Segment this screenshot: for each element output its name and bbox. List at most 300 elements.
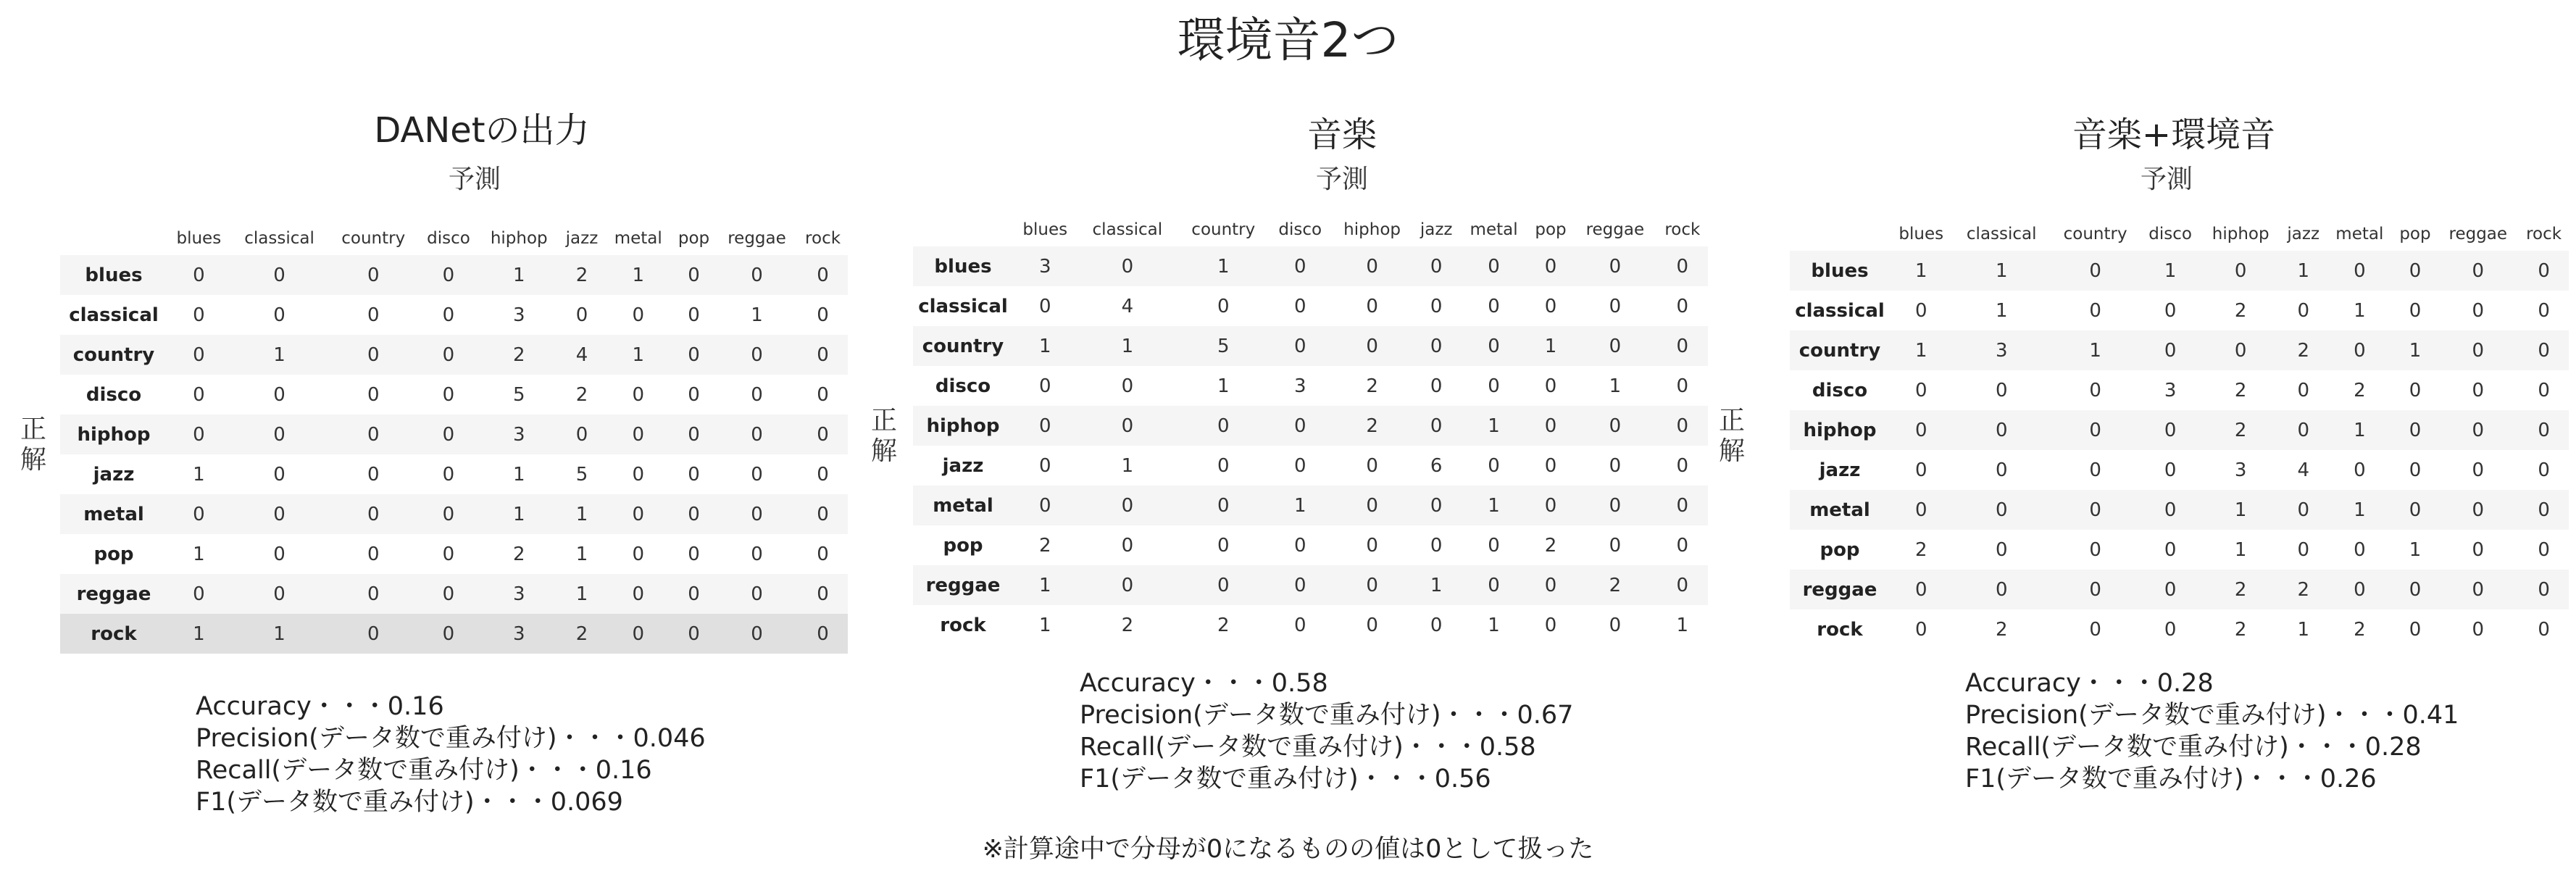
matrix-cell: 1 [632,264,644,286]
matrix-cell: 0 [2297,379,2310,401]
table-row [1790,291,2569,330]
row-header-disco: disco [1812,379,1868,401]
matrix-cell: 1 [2354,419,2366,441]
matrix-cell: 0 [1217,534,1230,557]
row-header-country: country [922,335,1004,357]
matrix-cell: 0 [1430,415,1443,437]
matrix-cell: 1 [575,503,588,525]
matrix-cell: 0 [2297,419,2310,441]
matrix-cell: 0 [575,304,588,326]
matrix-cell: 0 [1914,459,1927,481]
matrix-cell: 0 [1609,454,1622,477]
matrix-cell: 0 [193,383,205,406]
prediction-axis-label: 予測 [1315,165,1368,194]
matrix-cell: 2 [2297,339,2310,362]
matrix-cell: 3 [1293,375,1306,397]
matrix-cell: 2 [1544,534,1557,557]
table-row [60,255,848,295]
matrix-cell: 3 [2164,379,2177,401]
matrix-cell: 2 [1995,618,2008,641]
column-header-disco: disco [1278,220,1322,239]
table-corner [913,213,1013,246]
table-row [1790,609,2569,649]
row-header-hiphop: hiphop [77,423,151,446]
matrix-cell: 0 [1430,335,1443,357]
matrix-cell: 1 [1488,415,1500,437]
matrix-cell: 0 [1914,499,1927,521]
matrix-cell: 0 [751,463,763,486]
matrix-cell: 0 [2538,538,2550,561]
matrix-cell: 1 [1038,574,1051,596]
table-row [913,525,1708,565]
matrix-cell: 0 [2089,419,2101,441]
matrix-cell: 0 [1430,375,1443,397]
row-header-hiphop: hiphop [1803,419,1877,441]
matrix-cell: 0 [1609,295,1622,317]
matrix-cell: 5 [575,463,588,486]
matrix-cell: 0 [2409,459,2422,481]
matrix-cell: 0 [1366,614,1378,636]
matrix-cell: 3 [512,622,525,645]
matrix-cell: 0 [751,423,763,446]
matrix-cell: 0 [632,423,644,446]
matrix-cell: 0 [273,423,285,446]
matrix-cell: 0 [817,264,829,286]
matrix-cell: 1 [1914,339,1927,362]
matrix-cell: 1 [512,463,525,486]
table-row [913,326,1708,366]
matrix-cell: 2 [2354,379,2366,401]
matrix-cell: 0 [751,503,763,525]
matrix-cell: 0 [2164,499,2177,521]
matrix-cell: 0 [367,304,380,326]
matrix-cell: 2 [1366,415,1378,437]
row-header-reggae: reggae [76,583,151,605]
matrix-cell: 6 [1430,454,1443,477]
matrix-cell: 0 [367,503,380,525]
matrix-cell: 0 [1676,494,1689,517]
table-row [60,335,848,375]
row-header-metal: metal [933,494,993,517]
column-header-pop: pop [2399,225,2431,243]
table-row [1790,490,2569,530]
matrix-cell: 0 [442,463,455,486]
matrix-cell: 0 [632,383,644,406]
matrix-cell: 0 [632,463,644,486]
matrix-cell: 0 [1995,379,2008,401]
panel-title-music: 音楽 [1306,114,1377,155]
column-header-metal: metal [2335,225,2384,243]
matrix-cell: 0 [1676,295,1689,317]
column-header-reggae: reggae [728,229,786,248]
matrix-cell: 0 [1609,415,1622,437]
matrix-cell: 0 [273,583,285,605]
matrix-cell: 0 [1430,295,1443,317]
metric-f1: F1(データ数で重み付け)・・・0.26 [1965,765,2377,794]
table-row [60,534,848,574]
matrix-cell: 0 [2472,459,2485,481]
matrix-cell: 0 [442,304,455,326]
matrix-cell: 0 [1995,578,2008,601]
matrix-cell: 0 [367,343,380,366]
row-header-classical: classical [69,304,159,326]
matrix-cell: 1 [2234,499,2247,521]
matrix-cell: 0 [1609,614,1622,636]
matrix-cell: 0 [1293,255,1306,278]
matrix-cell: 2 [1366,375,1378,397]
column-header-disco: disco [427,229,470,248]
matrix-cell: 0 [193,423,205,446]
matrix-cell: 0 [817,503,829,525]
row-header-classical: classical [1795,299,1885,322]
column-header-hiphop: hiphop [490,229,548,248]
matrix-cell: 0 [2164,618,2177,641]
column-header-metal: metal [614,229,662,248]
matrix-cell: 1 [2297,618,2310,641]
metric-f1: F1(データ数で重み付け)・・・0.069 [196,788,623,817]
matrix-cell: 0 [1914,379,1927,401]
column-header-country: country [341,229,406,248]
matrix-cell: 2 [512,343,525,366]
column-header-blues: blues [1022,220,1068,239]
matrix-cell: 0 [1293,574,1306,596]
matrix-cell: 0 [2164,578,2177,601]
matrix-cell: 1 [273,622,285,645]
matrix-cell: 0 [273,463,285,486]
matrix-cell: 0 [2538,419,2550,441]
row-header-metal: metal [83,503,144,525]
column-header-jazz: jazz [1420,220,1453,239]
matrix-cell: 0 [1544,295,1557,317]
matrix-cell: 1 [1995,259,2008,282]
matrix-cell: 1 [632,343,644,366]
row-header-country: country [72,343,155,366]
matrix-cell: 0 [1366,255,1378,278]
confusion-matrix-music [913,213,1708,645]
matrix-cell: 0 [1366,534,1378,557]
matrix-cell: 0 [817,622,829,645]
matrix-cell: 0 [1488,574,1500,596]
metrics-music-env [1965,667,2459,795]
column-header-hiphop: hiphop [1343,220,1401,239]
matrix-cell: 0 [575,423,588,446]
matrix-cell: 0 [1609,335,1622,357]
column-header-disco: disco [2148,225,2192,243]
matrix-cell: 0 [2164,339,2177,362]
metric-recall: Recall(データ数で重み付け)・・・0.58 [1080,733,1536,762]
matrix-cell: 0 [2089,538,2101,561]
matrix-cell: 0 [2164,538,2177,561]
matrix-cell: 0 [1544,454,1557,477]
matrix-cell: 0 [2538,379,2550,401]
matrix-cell: 1 [1995,299,2008,322]
row-header-rock: rock [940,614,986,636]
matrix-cell: 1 [2409,339,2422,362]
matrix-cell: 0 [2234,259,2247,282]
matrix-cell: 2 [1121,614,1134,636]
matrix-cell: 1 [1038,335,1051,357]
row-header-reggae: reggae [1802,578,1877,601]
table-row [1790,330,2569,370]
matrix-cell: 0 [442,622,455,645]
matrix-cell: 0 [1676,335,1689,357]
matrix-cell: 5 [1217,335,1230,357]
table-row [1790,410,2569,450]
matrix-cell: 0 [688,543,700,565]
matrix-cell: 0 [1488,534,1500,557]
matrix-cell: 0 [193,304,205,326]
matrix-cell: 1 [1609,375,1622,397]
matrix-cell: 0 [442,383,455,406]
column-header-rock: rock [805,229,841,248]
matrix-cell: 0 [442,503,455,525]
matrix-cell: 0 [688,383,700,406]
matrix-cell: 1 [1430,574,1443,596]
matrix-cell: 0 [2472,618,2485,641]
column-header-classical: classical [1092,220,1163,239]
matrix-cell: 1 [1488,494,1500,517]
matrix-cell: 0 [1914,419,1927,441]
row-header-reggae: reggae [925,574,1001,596]
matrix-cell: 0 [632,304,644,326]
matrix-cell: 0 [1544,574,1557,596]
matrix-cell: 0 [367,463,380,486]
table-row [913,605,1708,645]
metric-accuracy: Accuracy・・・0.16 [196,692,444,721]
matrix-cell: 0 [367,543,380,565]
matrix-cell: 0 [1121,534,1134,557]
matrix-cell: 1 [2089,339,2101,362]
matrix-cell: 0 [1293,295,1306,317]
matrix-cell: 0 [442,264,455,286]
matrix-cell: 0 [2164,459,2177,481]
matrix-cell: 1 [2354,499,2366,521]
matrix-cell: 0 [1995,419,2008,441]
matrix-cell: 0 [2538,299,2550,322]
table-row [913,366,1708,406]
matrix-cell: 0 [367,583,380,605]
metric-precision: Precision(データ数で重み付け)・・・0.41 [1965,701,2459,730]
matrix-cell: 0 [1430,494,1443,517]
matrix-cell: 0 [751,383,763,406]
matrix-cell: 0 [688,343,700,366]
matrix-cell: 2 [1609,574,1622,596]
matrix-cell: 0 [193,343,205,366]
matrix-cell: 0 [2089,618,2101,641]
matrix-cell: 4 [575,343,588,366]
matrix-cell: 0 [2409,259,2422,282]
matrix-cell: 0 [1038,415,1051,437]
matrix-cell: 0 [688,264,700,286]
column-header-pop: pop [1535,220,1567,239]
matrix-cell: 2 [2234,419,2247,441]
matrix-cell: 0 [193,264,205,286]
matrix-cell: 0 [2538,578,2550,601]
matrix-cell: 0 [1366,335,1378,357]
confusion-matrix-music-env [1790,217,2569,649]
matrix-cell: 0 [1038,295,1051,317]
table-row [913,406,1708,446]
panel-title-danet: DANetの出力 [374,110,590,151]
matrix-cell: 0 [1676,415,1689,437]
matrix-cell: 0 [1544,494,1557,517]
matrix-cell: 3 [2234,459,2247,481]
matrix-cell: 0 [2354,259,2366,282]
matrix-cell: 0 [1544,614,1557,636]
column-header-country: country [2063,225,2127,243]
matrix-cell: 0 [273,503,285,525]
matrix-cell: 0 [817,583,829,605]
matrix-cell: 0 [1293,335,1306,357]
matrix-cell: 2 [2234,578,2247,601]
matrix-cell: 0 [751,583,763,605]
matrix-cell: 0 [2409,379,2422,401]
matrix-cell: 0 [442,343,455,366]
matrix-cell: 0 [273,383,285,406]
matrix-cell: 0 [1293,534,1306,557]
row-header-jazz: jazz [93,463,135,486]
matrix-cell: 0 [367,622,380,645]
metric-recall: Recall(データ数で重み付け)・・・0.16 [196,756,652,785]
matrix-cell: 4 [1121,295,1134,317]
matrix-cell: 0 [1676,375,1689,397]
table-row [1790,370,2569,410]
matrix-cell: 0 [1914,299,1927,322]
matrix-cell: 0 [751,543,763,565]
row-header-blues: blues [934,255,992,278]
matrix-cell: 5 [512,383,525,406]
column-header-hiphop: hiphop [2212,225,2269,243]
matrix-cell: 1 [512,503,525,525]
matrix-cell: 0 [2164,299,2177,322]
matrix-cell: 2 [2234,299,2247,322]
matrix-cell: 1 [1217,255,1230,278]
matrix-cell: 3 [1995,339,2008,362]
column-header-rock: rock [2526,225,2562,243]
row-header-rock: rock [91,622,137,645]
matrix-cell: 0 [2354,459,2366,481]
matrix-cell: 2 [1914,538,1927,561]
matrix-cell: 0 [1217,295,1230,317]
matrix-cell: 0 [1995,499,2008,521]
matrix-cell: 0 [817,304,829,326]
table-row [60,494,848,534]
matrix-cell: 0 [2354,339,2366,362]
matrix-cell: 0 [1430,255,1443,278]
matrix-cell: 0 [1676,255,1689,278]
column-header-pop: pop [678,229,710,248]
matrix-cell: 0 [2472,499,2485,521]
matrix-cell: 0 [2538,459,2550,481]
matrix-cell: 0 [2297,538,2310,561]
metrics-danet [196,691,706,818]
matrix-cell: 2 [2234,379,2247,401]
matrix-cell: 0 [2409,419,2422,441]
metric-accuracy: Accuracy・・・0.58 [1080,669,1328,698]
matrix-cell: 0 [367,264,380,286]
matrix-cell: 0 [2472,299,2485,322]
matrix-cell: 0 [632,622,644,645]
matrix-cell: 0 [1121,375,1134,397]
matrix-cell: 0 [2089,459,2101,481]
matrix-cell: 0 [273,543,285,565]
matrix-cell: 0 [367,383,380,406]
matrix-cell: 0 [688,583,700,605]
matrix-cell: 0 [1609,494,1622,517]
matrix-cell: 3 [1038,255,1051,278]
matrix-cell: 0 [1038,375,1051,397]
matrix-cell: 0 [1544,415,1557,437]
column-header-blues: blues [1898,225,1944,243]
matrix-cell: 1 [2354,299,2366,322]
matrix-cell: 0 [193,583,205,605]
matrix-cell: 2 [1038,534,1051,557]
matrix-cell: 0 [2538,259,2550,282]
matrix-cell: 2 [2234,618,2247,641]
table-row [1790,450,2569,490]
column-header-country: country [1191,220,1256,239]
matrix-cell: 1 [1217,375,1230,397]
matrix-cell: 0 [1430,614,1443,636]
matrix-cell: 0 [2164,419,2177,441]
matrix-cell: 1 [575,543,588,565]
column-header-reggae: reggae [2448,225,2508,243]
matrix-cell: 1 [575,583,588,605]
matrix-cell: 0 [817,383,829,406]
matrix-cell: 1 [193,463,205,486]
matrix-cell: 3 [512,304,525,326]
matrix-cell: 0 [2472,259,2485,282]
matrix-cell: 0 [2089,379,2101,401]
row-header-jazz: jazz [1819,459,1861,481]
matrix-cell: 0 [2089,578,2101,601]
column-header-classical: classical [1966,225,2037,243]
matrix-cell: 0 [1366,295,1378,317]
prediction-axis-label: 予測 [2140,165,2193,194]
matrix-cell: 0 [273,304,285,326]
row-header-classical: classical [918,295,1008,317]
matrix-cell: 0 [2354,538,2366,561]
column-header-classical: classical [244,229,314,248]
matrix-cell: 0 [2472,339,2485,362]
matrix-cell: 0 [1488,295,1500,317]
matrix-cell: 0 [817,463,829,486]
table-row [913,286,1708,326]
matrix-cell: 0 [1366,574,1378,596]
matrix-cell: 0 [1217,574,1230,596]
matrix-cell: 0 [2409,299,2422,322]
matrix-cell: 3 [512,583,525,605]
page-title: 環境音2つ [1177,12,1399,68]
matrix-cell: 0 [2538,339,2550,362]
column-header-reggae: reggae [1585,220,1645,239]
matrix-cell: 1 [1488,614,1500,636]
prediction-axis-label: 予測 [448,165,501,194]
matrix-cell: 0 [2409,578,2422,601]
table-row [1790,530,2569,570]
matrix-cell: 0 [1544,255,1557,278]
column-header-jazz: jazz [2287,225,2320,243]
metric-precision: Precision(データ数で重み付け)・・・0.046 [196,724,706,753]
matrix-cell: 2 [575,264,588,286]
matrix-cell: 0 [2472,379,2485,401]
matrix-cell: 0 [1293,454,1306,477]
matrix-cell: 0 [2234,339,2247,362]
column-header-blues: blues [176,229,222,248]
matrix-cell: 0 [688,304,700,326]
matrix-cell: 1 [1544,335,1557,357]
matrix-cell: 0 [817,543,829,565]
